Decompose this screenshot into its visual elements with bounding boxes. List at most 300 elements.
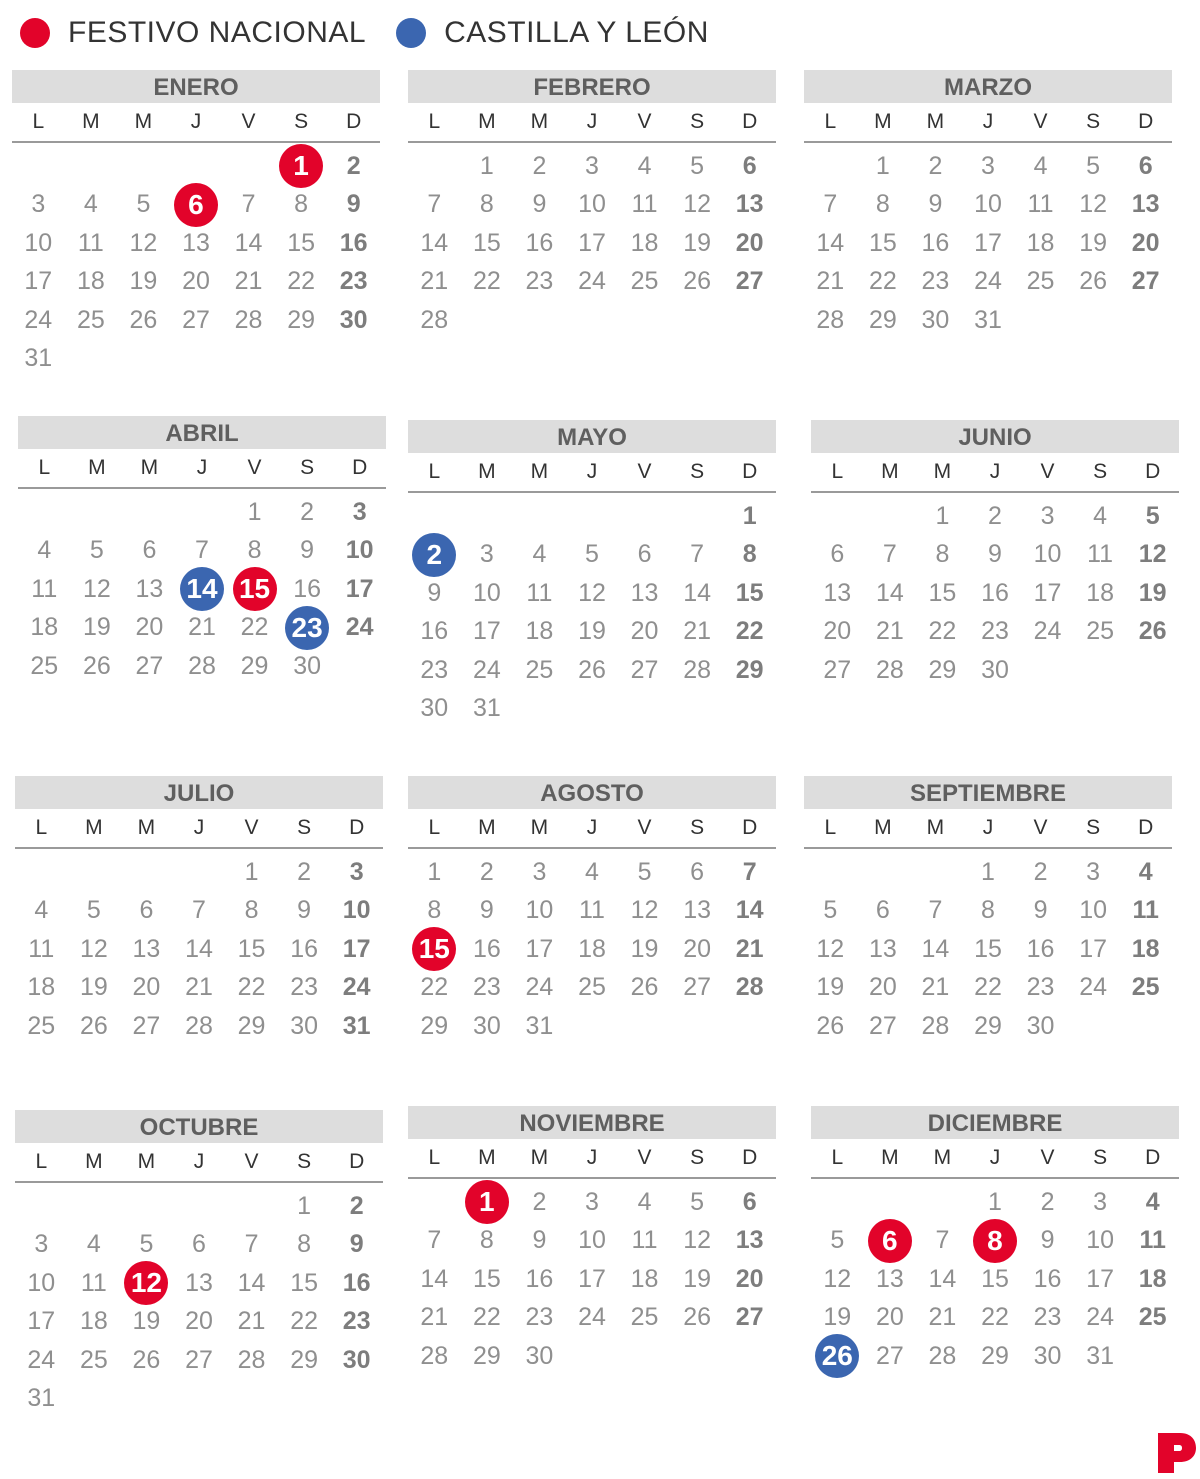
calendar-day: 19	[816, 973, 845, 1002]
calendar-day: 4	[585, 857, 599, 886]
month-title: OCTUBRE	[15, 1110, 383, 1143]
empty-day-cell	[173, 1187, 226, 1226]
calendar-day: 12	[79, 934, 108, 963]
calendar-day: 31	[27, 1384, 56, 1413]
month-noviembre	[408, 1106, 776, 1436]
calendar-day: 13	[182, 228, 210, 257]
calendar-day: 2	[532, 151, 547, 180]
month-marzo	[804, 70, 1172, 400]
weekday-label: M	[530, 460, 549, 483]
calendar-day: 20	[630, 617, 659, 646]
weekday-label: L	[831, 460, 844, 483]
calendar-day: 6	[742, 1187, 757, 1216]
calendar-day: 11	[28, 934, 55, 963]
calendar-day: 25	[1131, 973, 1160, 1002]
calendar-day: 15	[472, 228, 501, 257]
calendar-day: 5	[139, 1230, 154, 1259]
calendar-day: 27	[683, 973, 711, 1002]
calendar-day: 29	[420, 1011, 449, 1040]
weekday-label: J	[193, 816, 205, 839]
calendar-day: 1	[988, 1187, 1002, 1216]
calendar-day: 10	[525, 896, 554, 925]
legend-label-national: FESTIVO NACIONAL	[68, 16, 367, 49]
calendar-day: 18	[30, 613, 59, 642]
empty-day-cell	[68, 1187, 121, 1226]
calendar-day: 17	[342, 934, 371, 963]
calendar-day: 20	[185, 1307, 213, 1336]
weekday-label: J	[586, 110, 598, 133]
empty-day-cell	[176, 493, 229, 532]
calendar-day: 16	[981, 578, 1009, 607]
calendar-day: 4	[637, 1187, 652, 1216]
calendar-day: 1	[981, 857, 995, 886]
calendar-day: 19	[578, 617, 606, 646]
calendar-day: 26	[578, 655, 606, 684]
weekday-label: D	[1138, 816, 1154, 839]
national-holiday-day: 15	[408, 930, 461, 969]
legend-item-regional	[396, 16, 709, 50]
weekday-label: M	[85, 816, 103, 839]
calendar-day: 19	[683, 1264, 711, 1293]
calendar-day: 11	[631, 1226, 658, 1255]
empty-day-cell	[68, 853, 121, 892]
empty-day-cell	[857, 853, 910, 892]
calendar-day: 7	[427, 190, 442, 219]
calendar-day: 29	[735, 655, 764, 684]
calendar-day: 21	[185, 973, 213, 1002]
calendar-day: 13	[1131, 190, 1160, 219]
calendar-day: 4	[37, 536, 52, 565]
calendar-day: 26	[132, 1345, 161, 1374]
month-title: ABRIL	[18, 416, 386, 449]
calendar-day: 29	[868, 305, 897, 334]
weekday-label: M	[478, 816, 496, 839]
weekday-label: D	[742, 460, 758, 483]
calendar-day: 10	[472, 578, 501, 607]
weekday-label: V	[1033, 816, 1048, 839]
weekday-label: M	[926, 816, 945, 839]
weekday-label: M	[926, 110, 945, 133]
calendar-day: 1	[427, 857, 442, 886]
calendar-day: 22	[981, 1303, 1009, 1332]
weekday-header-row	[804, 103, 1172, 143]
calendar-day: 23	[1026, 973, 1055, 1002]
calendar-day: 23	[339, 267, 368, 296]
weekday-label: L	[35, 816, 48, 839]
empty-day-cell	[864, 497, 917, 536]
calendar-day: 4	[637, 151, 652, 180]
calendar-day: 26	[683, 1303, 711, 1332]
weekday-header-row	[811, 1139, 1179, 1179]
month-title: FEBRERO	[408, 70, 776, 103]
calendar-day: 5	[637, 857, 652, 886]
calendar-day: 15	[472, 1264, 501, 1293]
calendar-day: 7	[244, 1230, 259, 1259]
calendar-day: 22	[420, 973, 449, 1002]
month-diciembre	[811, 1106, 1179, 1436]
month-julio	[15, 776, 383, 1106]
calendar-day: 11	[77, 228, 104, 257]
calendar-day: 13	[735, 190, 764, 219]
calendar-day: 16	[525, 1264, 554, 1293]
empty-day-cell	[222, 147, 275, 186]
national-holiday-day: 6	[864, 1222, 917, 1261]
days-grid	[408, 143, 776, 340]
calendar-day: 25	[1026, 267, 1055, 296]
calendar-day: 17	[1033, 578, 1062, 607]
weekday-label: L	[32, 110, 45, 133]
calendar-day: 23	[921, 267, 950, 296]
calendar-day: 23	[525, 1303, 554, 1332]
empty-day-cell	[461, 497, 514, 536]
calendar-day: 24	[1079, 973, 1107, 1002]
calendar-day: 17	[27, 1307, 56, 1336]
calendar-day: 3	[981, 151, 995, 180]
calendar-day: 15	[868, 228, 897, 257]
calendar-day: 28	[420, 305, 449, 334]
calendar-day: 18	[1131, 934, 1160, 963]
calendar-day: 6	[142, 536, 157, 565]
calendar-day: 8	[294, 190, 309, 219]
calendar-day: 23	[342, 1307, 371, 1336]
calendar-day: 30	[1026, 1011, 1055, 1040]
calendar-day: 2	[1033, 857, 1048, 886]
calendar-day: 1	[297, 1191, 312, 1220]
empty-day-cell	[916, 1183, 969, 1222]
empty-day-cell	[120, 1187, 173, 1226]
calendar-day: 20	[875, 1303, 904, 1332]
calendar-day: 31	[1086, 1341, 1114, 1370]
calendar-day: 6	[139, 896, 154, 925]
calendar-day: 18	[525, 617, 554, 646]
calendar-day: 24	[578, 267, 606, 296]
days-grid	[804, 849, 1172, 1046]
weekday-header-row	[15, 809, 383, 849]
calendar-day: 15	[735, 578, 764, 607]
calendar-day: 11	[1139, 1226, 1166, 1255]
calendar-day: 24	[578, 1303, 606, 1332]
calendar-day: 19	[683, 228, 711, 257]
weekday-label: M	[530, 816, 549, 839]
weekday-label: M	[140, 456, 159, 479]
days-grid	[12, 143, 380, 378]
calendar-day: 12	[1138, 540, 1167, 569]
national-holiday-day: 12	[120, 1264, 173, 1303]
empty-day-cell	[170, 147, 223, 186]
calendar-day: 7	[935, 1226, 950, 1255]
calendar-day: 10	[24, 228, 53, 257]
calendar-day: 24	[24, 305, 53, 334]
month-junio	[811, 420, 1179, 750]
regional-holiday-dot-icon	[396, 18, 426, 48]
weekday-label: M	[933, 1146, 952, 1169]
calendar-day: 31	[974, 305, 1002, 334]
weekday-label: J	[193, 1150, 205, 1173]
calendar-day: 18	[27, 973, 56, 1002]
calendar-day: 5	[89, 536, 104, 565]
weekday-label: M	[85, 1150, 103, 1173]
calendar-day: 11	[1132, 896, 1159, 925]
calendar-day: 18	[630, 1264, 659, 1293]
empty-day-cell	[671, 497, 724, 536]
calendar-day: 24	[1033, 617, 1062, 646]
empty-day-cell	[15, 1187, 68, 1226]
calendar-day: 5	[585, 540, 599, 569]
empty-day-cell	[618, 497, 671, 536]
calendar-day: 20	[735, 1264, 764, 1293]
calendar-day: 16	[921, 228, 950, 257]
empty-day-cell	[65, 147, 118, 186]
regional-holiday-day: 2	[408, 536, 461, 575]
calendar-day: 21	[816, 267, 845, 296]
calendar-day: 13	[132, 934, 161, 963]
calendar-day: 5	[1145, 501, 1160, 530]
calendar-day: 13	[875, 1264, 904, 1293]
calendar-day: 8	[742, 540, 757, 569]
calendar-day: 30	[921, 305, 950, 334]
month-title: ENERO	[12, 70, 380, 103]
calendar-day: 28	[234, 305, 263, 334]
month-title: SEPTIEMBRE	[804, 776, 1172, 809]
weekday-label: L	[428, 816, 441, 839]
calendar-day: 15	[287, 228, 315, 257]
national-holiday-day: 1	[275, 147, 328, 186]
weekday-label: V	[637, 816, 652, 839]
calendar-day: 22	[287, 267, 315, 296]
empty-day-cell	[909, 853, 962, 892]
calendar-day: 15	[981, 1264, 1009, 1293]
calendar-day: 2	[532, 1187, 547, 1216]
month-octubre	[15, 1110, 383, 1440]
empty-day-cell	[120, 853, 173, 892]
calendar-day: 2	[300, 497, 315, 526]
calendar-day: 28	[921, 1011, 950, 1040]
weekday-header-row	[408, 103, 776, 143]
calendar-day: 9	[988, 540, 1002, 569]
calendar-day: 5	[86, 896, 101, 925]
calendar-day: 22	[928, 617, 957, 646]
calendar-day: 18	[578, 934, 606, 963]
calendar-day: 10	[342, 896, 371, 925]
weekday-label: J	[586, 1146, 598, 1169]
calendar-day: 14	[816, 228, 845, 257]
calendar-day: 25	[1138, 1303, 1167, 1332]
calendar-day: 10	[27, 1268, 56, 1297]
calendar-day: 26	[82, 651, 111, 680]
calendar-day: 18	[1138, 1264, 1167, 1293]
calendar-day: 14	[420, 228, 449, 257]
weekday-label: M	[881, 1146, 899, 1169]
calendar-day: 4	[1093, 501, 1108, 530]
calendar-day: 27	[630, 655, 659, 684]
weekday-label: S	[1093, 460, 1108, 483]
weekday-label: L	[428, 1146, 441, 1169]
weekday-label: V	[637, 110, 652, 133]
days-grid	[408, 1179, 776, 1376]
calendar-day: 8	[247, 536, 262, 565]
weekday-header-row	[18, 449, 386, 489]
calendar-day: 22	[237, 973, 266, 1002]
weekday-label: D	[1145, 1146, 1161, 1169]
calendar-day: 31	[472, 694, 501, 723]
calendar-day: 27	[735, 267, 764, 296]
calendar-day: 28	[188, 651, 216, 680]
weekday-label: V	[637, 460, 652, 483]
calendar-day: 19	[129, 267, 158, 296]
weekday-label: S	[294, 110, 309, 133]
calendar-day: 6	[1138, 151, 1153, 180]
calendar-day: 3	[1040, 501, 1055, 530]
calendar-day: 24	[342, 973, 371, 1002]
calendar-day: 18	[630, 228, 659, 257]
weekday-label: J	[586, 460, 598, 483]
weekday-label: J	[982, 110, 994, 133]
weekday-header-row	[811, 453, 1179, 493]
calendar-day: 26	[630, 973, 659, 1002]
calendar-day: 21	[683, 617, 711, 646]
calendar-day: 7	[928, 896, 943, 925]
calendar-day: 27	[182, 305, 210, 334]
calendar-day: 9	[349, 1230, 364, 1259]
calendar-day: 25	[630, 267, 659, 296]
calendar-day: 1	[479, 151, 494, 180]
empty-day-cell	[864, 1183, 917, 1222]
weekday-label: D	[346, 110, 362, 133]
calendar-day: 19	[823, 1303, 852, 1332]
calendar-day: 16	[525, 228, 554, 257]
calendar-day: 11	[578, 896, 605, 925]
calendar-day: 24	[525, 973, 554, 1002]
calendar-day: 12	[683, 1226, 711, 1255]
calendar-day: 9	[479, 896, 494, 925]
calendar-day: 10	[578, 190, 606, 219]
calendar-day: 26	[129, 305, 158, 334]
calendar-day: 28	[185, 1011, 213, 1040]
calendar-day: 2	[297, 857, 312, 886]
calendar-day: 28	[875, 655, 904, 684]
calendar-day: 9	[1040, 1226, 1055, 1255]
weekday-label: M	[478, 460, 496, 483]
calendar-day: 3	[352, 497, 367, 526]
calendar-day: 20	[823, 617, 852, 646]
weekday-label: M	[137, 816, 156, 839]
calendar-day: 20	[735, 228, 764, 257]
weekday-label: L	[428, 110, 441, 133]
weekday-label: V	[244, 1150, 259, 1173]
calendar-day: 15	[974, 934, 1002, 963]
calendar-day: 3	[34, 1230, 49, 1259]
calendar-day: 12	[816, 934, 845, 963]
weekday-label: M	[478, 1146, 496, 1169]
empty-day-cell	[117, 147, 170, 186]
calendar-day: 5	[830, 1226, 845, 1255]
calendar-day: 17	[525, 934, 554, 963]
calendar-day: 21	[875, 617, 904, 646]
weekday-label: L	[824, 110, 837, 133]
calendar-day: 13	[630, 578, 659, 607]
empty-day-cell	[513, 497, 566, 536]
calendar-day: 4	[1033, 151, 1048, 180]
calendar-day: 27	[735, 1303, 764, 1332]
calendar-day: 4	[83, 190, 98, 219]
weekday-header-row	[12, 103, 380, 143]
weekday-label: S	[690, 1146, 705, 1169]
calendar-day: 14	[928, 1264, 957, 1293]
weekday-header-row	[15, 1143, 383, 1183]
calendar-day: 3	[585, 1187, 599, 1216]
days-grid	[811, 1179, 1179, 1376]
calendar-day: 28	[735, 973, 764, 1002]
calendar-day: 17	[578, 228, 606, 257]
weekday-header-row	[408, 453, 776, 493]
weekday-label: D	[352, 456, 368, 479]
calendar-day: 9	[532, 190, 547, 219]
calendar-day: 24	[27, 1345, 56, 1374]
calendar-day: 27	[868, 1011, 897, 1040]
weekday-label: V	[637, 1146, 652, 1169]
calendar-day: 11	[80, 1268, 107, 1297]
regional-holiday-day: 26	[811, 1337, 864, 1376]
calendar-day: 25	[30, 651, 59, 680]
calendar-day: 19	[630, 934, 659, 963]
calendar-day: 8	[479, 1226, 494, 1255]
weekday-label: S	[690, 460, 705, 483]
calendar-day: 21	[188, 613, 216, 642]
calendar-day: 6	[637, 540, 652, 569]
calendar-day: 31	[525, 1011, 554, 1040]
calendar-day: 16	[339, 228, 368, 257]
calendar-day: 20	[132, 973, 161, 1002]
calendar-day: 28	[928, 1341, 957, 1370]
calendar-day: 16	[472, 934, 501, 963]
weekday-label: S	[1086, 816, 1101, 839]
weekday-label: D	[1138, 110, 1154, 133]
calendar-day: 16	[293, 574, 321, 603]
calendar-day: 6	[875, 896, 890, 925]
weekday-label: J	[982, 816, 994, 839]
calendar-day: 20	[868, 973, 897, 1002]
weekday-label: V	[1033, 110, 1048, 133]
weekday-label: S	[1093, 1146, 1108, 1169]
calendar-day: 22	[735, 617, 764, 646]
calendar-day: 29	[472, 1341, 501, 1370]
calendar-day: 22	[472, 1303, 501, 1332]
calendar-day: 25	[76, 305, 105, 334]
calendar-day: 26	[79, 1011, 108, 1040]
calendar-day: 26	[683, 267, 711, 296]
calendar-day: 27	[1131, 267, 1160, 296]
weekday-label: M	[874, 816, 892, 839]
calendar-day: 7	[427, 1226, 442, 1255]
calendar-day: 21	[928, 1303, 957, 1332]
calendar-day: 24	[345, 613, 374, 642]
calendar-day: 17	[24, 267, 53, 296]
weekday-label: V	[247, 456, 262, 479]
calendar-day: 19	[82, 613, 111, 642]
empty-day-cell	[566, 497, 619, 536]
calendar-day: 13	[735, 1226, 764, 1255]
legend-item-national	[20, 16, 366, 50]
calendar-day: 19	[1079, 228, 1107, 257]
weekday-label: D	[742, 1146, 758, 1169]
calendar-day: 9	[427, 578, 442, 607]
month-title: MARZO	[804, 70, 1172, 103]
calendar-day: 30	[981, 655, 1009, 684]
calendar-day: 31	[342, 1011, 371, 1040]
calendar-day: 14	[735, 896, 764, 925]
days-grid	[408, 849, 776, 1046]
calendar-day: 16	[1033, 1264, 1062, 1293]
